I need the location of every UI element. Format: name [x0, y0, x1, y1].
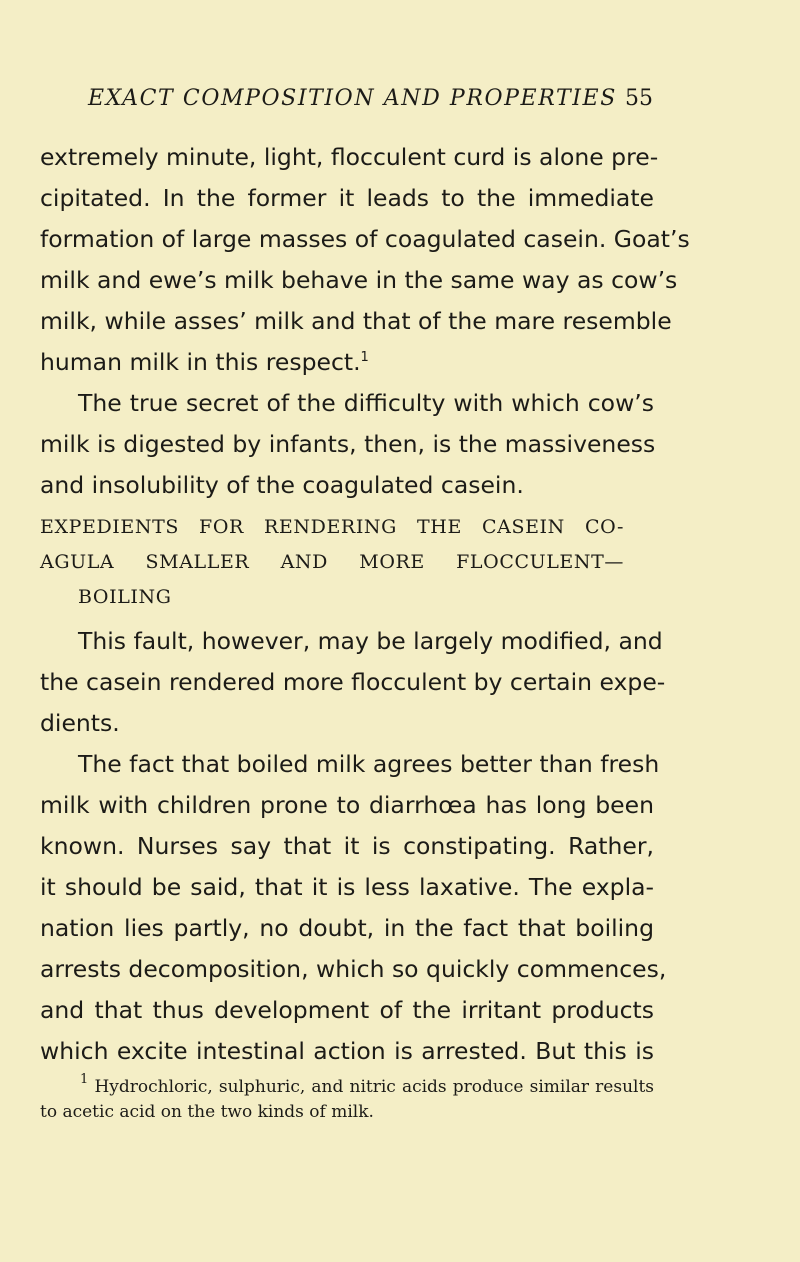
- running-title: EXACT COMPOSITION AND PROPERTIES: [88, 86, 617, 111]
- text-line: The true secret of the difficulty with which cow’s: [78, 389, 654, 417]
- text-line: the casein rendered more flocculent by certain expe-: [40, 668, 666, 696]
- text-line: and insolubility of the coagulated casein.: [40, 471, 524, 499]
- heading-line: BOILING: [78, 586, 172, 608]
- text-line: This fault, however, may be largely modified, and: [78, 627, 663, 655]
- text-line: dients.: [40, 709, 120, 737]
- footnote-line-content: Hydrochloric, sulphuric, and nitric acids produce similar results: [94, 1077, 655, 1097]
- text-line: milk, while asses’ milk and that of the mare resemble: [40, 307, 672, 335]
- text-line: The fact that boiled milk agrees better than fresh: [78, 750, 660, 778]
- text-line: milk is digested by infants, then, is the massiveness: [40, 430, 656, 458]
- footnote-reference: 1: [360, 350, 369, 365]
- text-line: cipitated. In the former it leads to the immediate: [40, 184, 654, 212]
- text-line: milk and ewe’s milk behave in the same way as cow’s: [40, 266, 678, 294]
- heading-line: AGULA SMALLER AND MORE FLOCCULENT—: [40, 551, 624, 573]
- text-line: [40, 342, 654, 382]
- text-line: extremely minute, light, flocculent curd is alone pre-: [40, 143, 659, 171]
- text-line: known. Nurses say that it is constipating. Rather,: [40, 832, 654, 860]
- text-line: which excite intestinal action is arrested. But this is: [40, 1037, 654, 1065]
- heading-line: EXPEDIENTS FOR RENDERING THE CASEIN CO-: [40, 516, 624, 538]
- footnote-marker: 1: [80, 1072, 89, 1087]
- text-line: nation lies partly, no doubt, in the fact that boiling: [40, 914, 654, 942]
- text-line: and that thus development of the irritant products: [40, 996, 654, 1024]
- footnote-line: to acetic acid on the two kinds of milk.: [40, 1102, 374, 1122]
- running-head: [88, 86, 653, 126]
- page-number: 55: [625, 86, 653, 111]
- text-line: arrests decomposition, which so quickly commences,: [40, 955, 667, 983]
- footnote-line: [80, 1072, 655, 1099]
- text-line: milk with children prone to diarrhœa has long been: [40, 791, 654, 819]
- text-line: it should be said, that it is less laxative. The expla-: [40, 873, 654, 901]
- text-line-content: human milk in this respect.: [40, 348, 361, 376]
- text-line: formation of large masses of coagulated casein. Goat’s: [40, 225, 690, 253]
